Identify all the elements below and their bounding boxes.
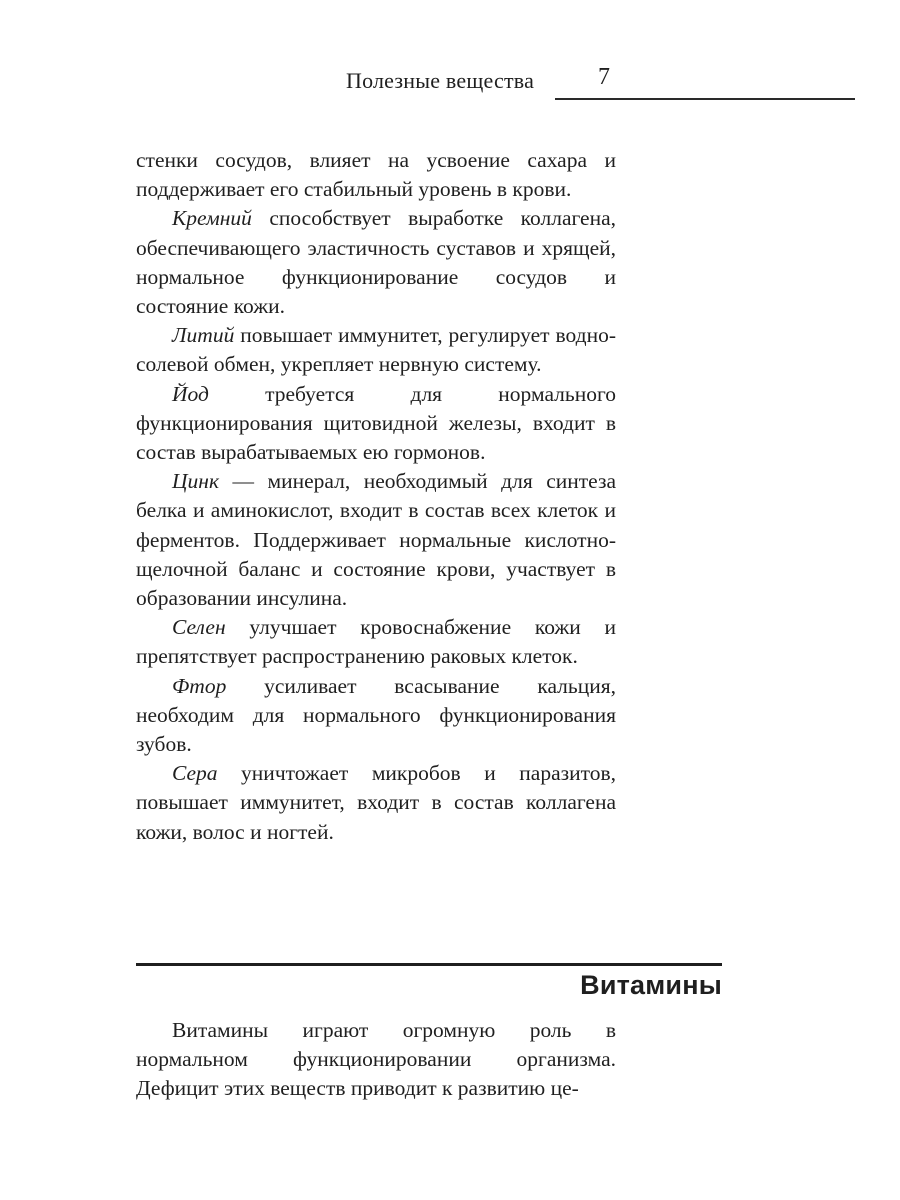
paragraph-text: улучшает кровоснабжение кожи и препятствует распространению раковых клеток. [136, 615, 616, 669]
paragraph-continuation [136, 146, 616, 204]
paragraph-fluorine [136, 672, 616, 760]
paragraph-iodine [136, 380, 616, 468]
running-head-title: Полезные вещества [346, 68, 535, 93]
paragraph-silicon [136, 204, 616, 321]
paragraph-text: — минерал, необходимый для синтеза белка и аминокислот, входит в состав всех клеток и ферментов. Поддерживает нормальные кислотно-щелочной баланс и состояние крови, участвует в образовании инсулина. [136, 469, 616, 611]
running-head [0, 64, 900, 104]
paragraph-text: требуется для нормального функционирования щитовидной железы, входит в состав вырабатываемых ею гормонов. [136, 381, 616, 465]
term-zinc: Цинк [172, 469, 219, 494]
term-iodine: Йод [172, 381, 209, 406]
paragraph-text: уничтожает микробов и паразитов, повышает иммунитет, входит в состав коллагена кожи, волос и ногтей. [136, 761, 616, 844]
paragraph-text: повышает иммунитет, регулирует водно-солевой обмен, укрепляет нервную систему. [136, 323, 616, 377]
term-fluorine: Фтор [172, 673, 227, 698]
section-intro [136, 1016, 616, 1104]
paragraph-vitamins-intro [136, 1016, 616, 1104]
paragraph-sulfur [136, 759, 616, 847]
paragraph-selenium [136, 613, 616, 671]
body-text [136, 146, 616, 847]
paragraph-text: усиливает всасывание кальция, необходим для нормального функционирования зубов. [136, 673, 616, 757]
term-selenium: Селен [172, 615, 226, 640]
paragraph-text: стенки сосудов, влияет на усвоение сахара и поддерживает его стабильный уровень в крови. [136, 148, 616, 202]
page-number: 7 [598, 64, 610, 90]
section-heading: Витамины [580, 970, 722, 1000]
section-divider [136, 963, 722, 966]
paragraph-text: способствует выработке коллагена, обеспечивающего эластичность суставов и хрящей, нормальное функционирование сосудов и состояние кожи. [136, 206, 616, 319]
term-silicon: Кремний [172, 206, 252, 231]
paragraph-text: Витамины играют огромную роль в нормальном функционировании организма. Дефицит этих веществ приводит к развитию це- [136, 1018, 616, 1101]
term-lithium: Литий [172, 323, 235, 348]
paragraph-zinc [136, 467, 616, 613]
running-head-rule [555, 98, 855, 100]
term-sulfur: Сера [172, 761, 218, 786]
paragraph-lithium [136, 321, 616, 379]
